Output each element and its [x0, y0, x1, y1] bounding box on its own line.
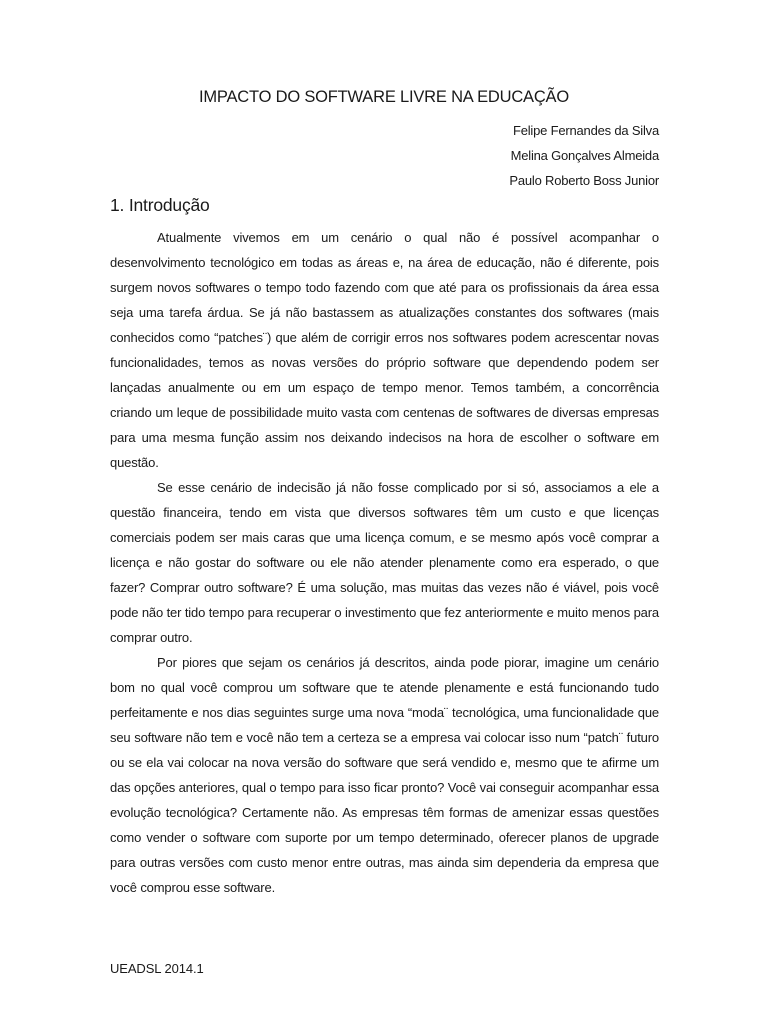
paragraph: Se esse cenário de indecisão já não fosse complicado por si só, associamos a ele a questão financeira, tendo em vista que diversos softwares têm um custo e que licenças comerciais podem ser mais caras que uma licença comum, e se mesmo após você comprar a licença e não gostar do software ou ele não atender plenamente como era esperado, o que fazer? Comprar outro software? É uma solução, mas muitas das vezes não é viável, pois você pode não ter tido tempo para recuperar o investimento que fez anteriormente e muito menos para comprar outro. — [110, 480, 659, 645]
body-text — [110, 225, 659, 900]
author-list — [509, 118, 659, 193]
document-title: IMPACTO DO SOFTWARE LIVRE NA EDUCAÇÃO — [198, 88, 569, 106]
paragraph: Atualmente vivemos em um cenário o qual não é possível acompanhar o desenvolvimento tecnológico em todas as áreas e, na área de educação, não é diferente, pois surgem novos softwares o tempo todo fazendo com que até para os profissionais da área essa seja uma tarefa árdua. Se já não bastassem as atualizações constantes dos softwares (mais conhecidos como “patches¨) que além de corrigir erros nos softwares podem acrescentar novas funcionalidades, temos as novas versões do próprio software que dependendo podem ser lançadas anualmente ou em um espaço de tempo menor. Temos também, a concorrência criando um leque de possibilidade muito vasta com centenas de softwares de diversas empresas para uma mesma função assim nos deixando indecisos na hora de escolher o software em questão. — [110, 230, 659, 470]
section-heading: 1. Introdução — [110, 195, 210, 215]
paragraph: Por piores que sejam os cenários já descritos, ainda pode piorar, imagine um cenário bom no qual você comprou um software que te atende plenamente e está funcionando tudo perfeitamente e nos dias seguintes surge uma nova “moda¨ tecnológica, uma funcionalidade que seu software não tem e você não tem a certeza se a empresa vai colocar isso num “patch¨ futuro ou se ela vai colocar na nova versão do software que será vendido e, mesmo que te afirme um das opções anteriores, qual o tempo para isso ficar pronto? Você vai conseguir acompanhar essa evolução tecnológica? Certamente não. As empresas têm formas de amenizar essas questões como vender o software com suporte por um tempo determinado, oferecer planos de upgrade para outras versões com custo menor entre outras, mas ainda sim dependeria da empresa que você comprou esse software. — [110, 655, 659, 895]
author-name: Melina Gonçalves Almeida — [510, 148, 659, 163]
author-name: Paulo Roberto Boss Junior — [509, 173, 659, 188]
author-name: Felipe Fernandes da Silva — [512, 123, 659, 138]
page-footer: UEADSL 2014.1 — [110, 961, 204, 976]
